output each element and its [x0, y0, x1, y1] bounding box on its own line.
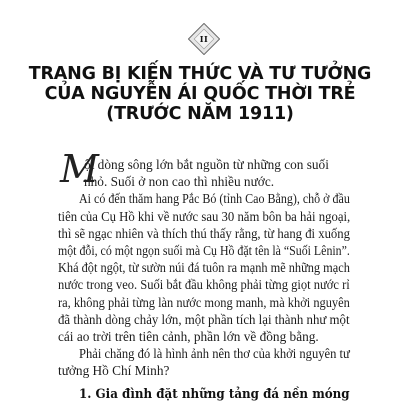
- paragraph-3-line-2: tưởng Hồ Chí Minh?: [58, 363, 170, 379]
- drop-cap: M: [60, 147, 99, 191]
- chapter-title-line-1: TRANG BỊ KIẾN THỨC VÀ TƯ TƯỞNG: [28, 64, 372, 84]
- paragraph-1-line-2: nhỏ. Suối ở non cao thì nhiều nước.: [84, 174, 275, 190]
- paragraph-2-line-4: một đỗi, có một ngọn suối mà Cụ Hồ đặt tên là “Suối Lênin”.: [58, 243, 350, 258]
- paragraph-2-line-6: nước trong veo. Suối bắt đầu không phải từng giọt nước rỉ: [58, 277, 350, 293]
- paragraph-3-line-1: Phải chăng đó là hình ảnh nên thơ của khởi nguyên tư: [79, 346, 350, 362]
- chapter-title-line-3: (TRƯỚC NĂM 1911): [106, 104, 294, 124]
- paragraph-2-line-2: tiên của Cụ Hồ khi về nước sau 30 năm bôn ba hải ngoại,: [58, 208, 351, 224]
- section-heading: 1. Gia đình đặt những tảng đá nền móng: [79, 386, 350, 402]
- paragraph-2-line-3: thì sẽ ngạc nhiên và thích thú thấy rằng, từ hang đi xuống: [58, 225, 350, 241]
- paragraph-2-line-7: ra, không phải từng làn nước mong manh, mà khởi nguyên: [58, 294, 350, 310]
- paragraph-1-line-1: ột dòng sông lớn bắt nguồn từ những con suối: [84, 157, 329, 172]
- paragraph-2-line-5: Khá đột ngột, từ sườn núi đá tuôn ra mạnh mẽ những mạch: [58, 260, 350, 276]
- paragraph-2-line-1: Ai có đến thăm hang Pắc Bó (tỉnh Cao Bằng), chỗ ở đầu: [79, 191, 350, 207]
- chapter-title-line-2: CỦA NGUYỄN ÁI QUỐC THỜI TRẺ: [44, 84, 356, 104]
- paragraph-2-line-9: cái ao trời trên tiên cảnh, phần lớn về đồng bằng.: [58, 329, 319, 344]
- chapter-number: II: [199, 34, 209, 44]
- paragraph-2-line-8: đã thành dòng chảy lớn, một phần tích lại thành như một: [58, 311, 350, 327]
